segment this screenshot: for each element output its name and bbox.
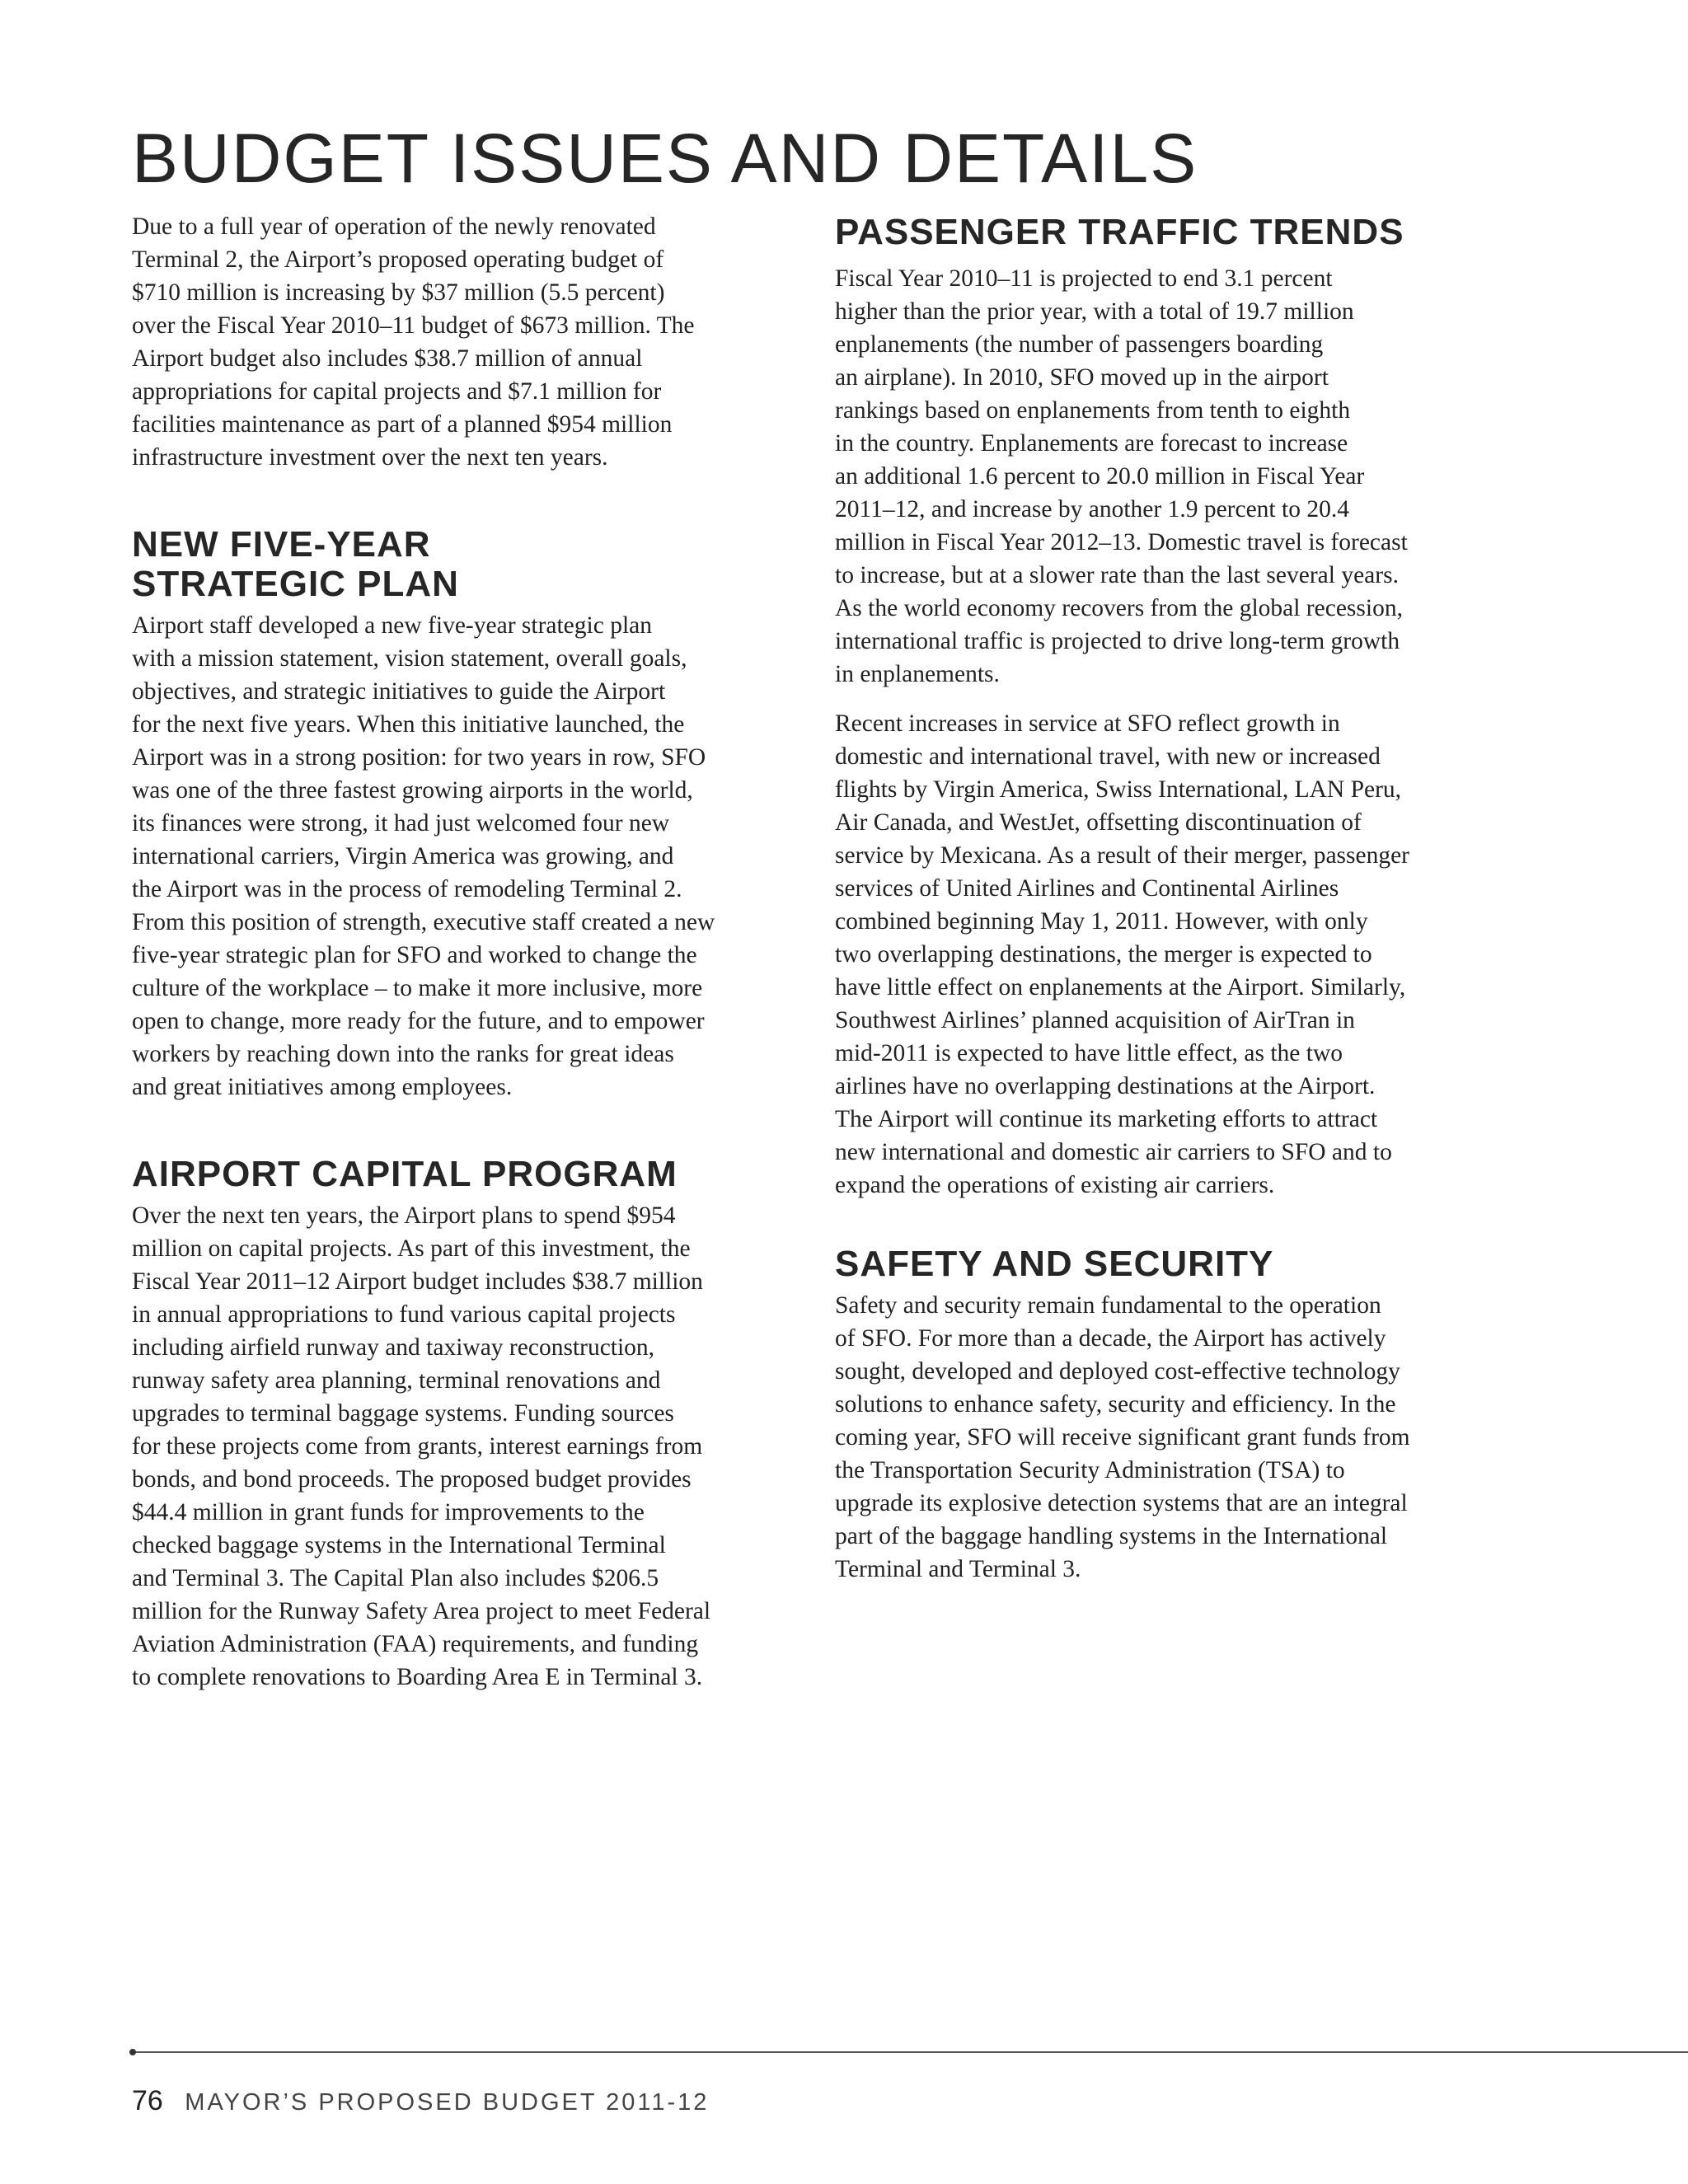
- safety-security-paragraph: Safety and security remain fundamental to the operation of SFO. For more than a decade, the Airport has actively sought, developed and deployed cost-effective technology solutions to enhance safety, security and efficiency. In the coming year, SFO will receive significant grant funds from the Transportation Security Administration (TSA) to upgrade its explosive detection systems that are an integral part of the baggage handling systems in the International Terminal and Terminal 3.: [835, 1292, 1410, 1582]
- right-column: [835, 210, 1494, 1586]
- left-column: [132, 210, 791, 1694]
- capital-program-paragraph: Over the next ten years, the Airport plans to spend $954 million on capital projects. As part of this investment, the Fiscal Year 2011–12 Airport budget includes $38.7 million in annual appropriations to fund various capital projects including airfield runway and taxiway reconstruction, runway safety area planning, terminal renovations and upgrades to terminal baggage systems. Funding sources for these projects come from grants, interest earnings from bonds, and bond proceeds. The proposed budget provides $44.4 million in grant funds for improvements to the checked baggage systems in the International Terminal and Terminal 3. The Capital Plan also includes $206.5 million for the Runway Safety Area project to meet Federal Aviation Administration (FAA) requirements, and funding to complete renovations to Boarding Area E in Terminal 3.: [132, 1202, 711, 1690]
- passenger-traffic-paragraph-1: Fiscal Year 2010–11 is projected to end 3.1 percent higher than the prior year, with a total of 19.7 million enplanements (the number of passengers boarding an airplane). In 2010, SFO moved up in the airport rankings based on enplanements from tenth to eighth in the country. Enplanements are forecast to increase an additional 1.6 percent to 20.0 million in Fiscal Year 2011–12, and increase by another 1.9 percent to 20.4 million in Fiscal Year 2012–13. Domestic travel is forecast to increase, but at a slower rate than the last several years. As the world economy recovers from the global recession, international traffic is projected to drive long-term growth in enplanements.: [835, 265, 1408, 687]
- footer-divider: [132, 2051, 1688, 2053]
- capital-program-heading: AIRPORT CAPITAL PROGRAM: [132, 1154, 678, 1194]
- strategic-plan-paragraph: Airport staff developed a new five-year strategic plan with a mission statement, vision statement, overall goals, objectives, and strategic initiatives to guide the Airport for the next five years. When this initiative launched, the Airport was in a strong position: for two years in row, SFO was one of the three fastest growing airports in the world, its finances were strong, it had just welcomed four new international carriers, Virgin America was growing, and the Airport was in the process of remodeling Terminal 2. From this position of strength, executive staff created a new five-year strategic plan for SFO and worked to change the culture of the workplace – to make it more inclusive, more open to change, more ready for the future, and to empower workers by reaching down into the ranks for great ideas and great initiatives among employees.: [132, 612, 715, 1100]
- safety-security-heading: SAFETY AND SECURITY: [835, 1244, 1274, 1284]
- publication-title: MAYOR’S PROPOSED BUDGET 2011-12: [185, 2089, 710, 2116]
- page-number: 76: [132, 2085, 163, 2116]
- page-footer: [132, 2087, 709, 2115]
- page-title: BUDGET ISSUES AND DETAILS: [132, 120, 1198, 197]
- passenger-traffic-heading: PASSENGER TRAFFIC TRENDS: [835, 212, 1404, 252]
- footer-divider-dot: [129, 2049, 136, 2055]
- strategic-plan-heading: NEW FIVE-YEAR STRATEGIC PLAN: [132, 524, 459, 604]
- intro-paragraph: Due to a full year of operation of the newly renovated Terminal 2, the Airport’s proposed operating budget of $710 million is increasing by $37 million (5.5 percent) over the Fiscal Year 2010–11 budget of $673 million. The Airport budget also includes $38.7 million of annual appropriations for capital projects and $7.1 million for facilities maintenance as part of a planned $954 million infrastructure investment over the next ten years.: [132, 213, 695, 471]
- passenger-traffic-paragraph-2: Recent increases in service at SFO reflect growth in domestic and international travel, with new or increased flights by Virgin America, Swiss International, LAN Peru, Air Canada, and WestJet, offsetting discontinuation of service by Mexicana. As a result of their merger, passenger services of United Airlines and Continental Airlines combined beginning May 1, 2011. However, with only two overlapping destinations, the merger is expected to have little effect on enplanements at the Airport. Similarly, Southwest Airlines’ planned acquisition of AirTran in mid-2011 is expected to have little effect, as the two airlines have no overlapping destinations at the Airport. The Airport will continue its marketing efforts to attract new international and domestic air carriers to SFO and to expand the operations of existing air carriers.: [835, 710, 1410, 1198]
